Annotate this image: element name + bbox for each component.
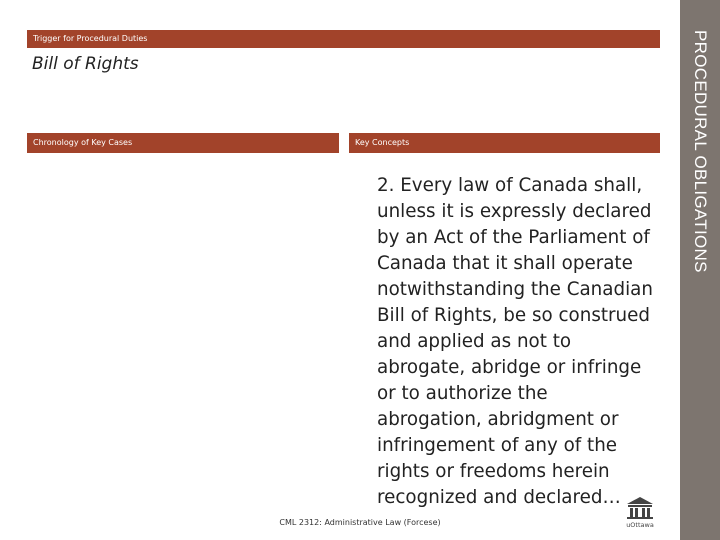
page-title: Bill of Rights: [32, 54, 139, 74]
section-header: Trigger for Procedural Duties: [27, 30, 660, 48]
body-line: notwithstanding the Canadian: [377, 279, 653, 300]
column-header-concepts: Key Concepts: [349, 133, 660, 153]
body-text: [377, 173, 677, 511]
body-line: abrogation, abridgment or: [377, 409, 619, 430]
body-line: or to authorize the: [377, 383, 548, 404]
body-line: infringement of any of the: [377, 435, 618, 456]
body-line: abrogate, abridge or infringe: [377, 357, 642, 378]
sidebar: [680, 0, 720, 540]
sidebar-title: PROCEDURAL OBLIGATIONS: [691, 30, 710, 273]
body-line: recognized and declared…: [377, 487, 621, 508]
footer-text: CML 2312: Administrative Law (Forcese): [279, 518, 441, 527]
body-line: Canada that it shall operate: [377, 253, 633, 274]
logo-text: uOttawa: [626, 521, 654, 528]
body-line: unless it is expressly declared: [377, 201, 652, 222]
body-line: and applied as not to: [377, 331, 572, 352]
body-line: rights or freedoms herein: [377, 461, 610, 482]
body-line: Bill of Rights, be so construed: [377, 305, 650, 326]
column-header-cases: Chronology of Key Cases: [27, 133, 339, 153]
body-line: 2. Every law of Canada shall,: [377, 175, 643, 196]
body-line: by an Act of the Parliament of: [377, 227, 650, 248]
university-building-icon: [622, 496, 658, 528]
